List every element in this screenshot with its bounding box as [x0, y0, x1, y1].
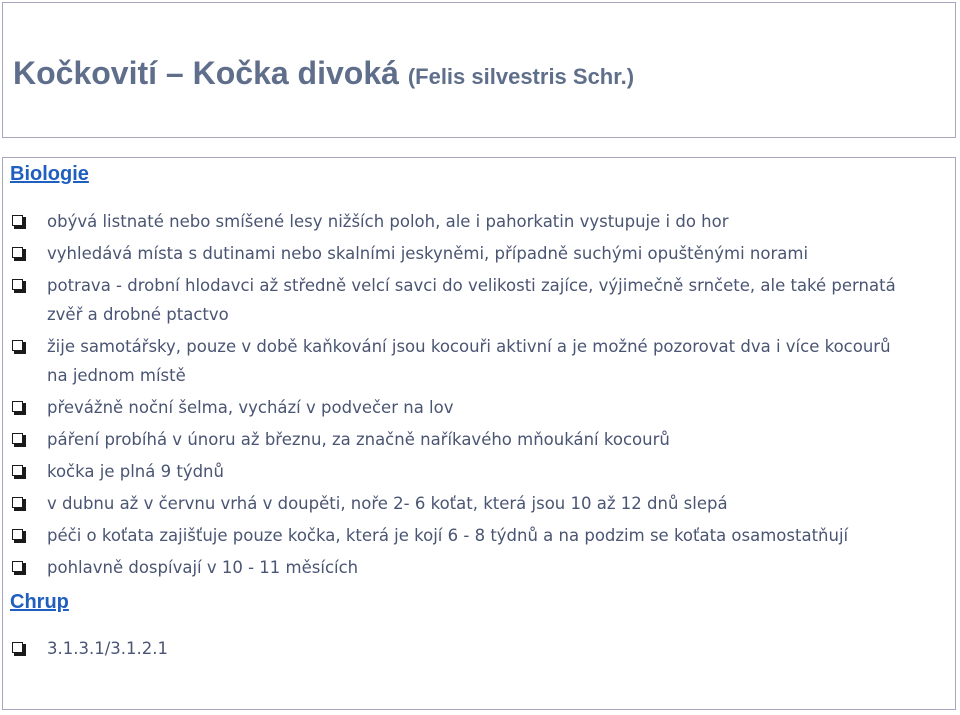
page-title	[13, 55, 634, 92]
title-main: Kočkovití – Kočka divoká	[13, 55, 399, 91]
checkbox-bullet-icon	[12, 497, 23, 508]
list-item-text: pohlavně dospívají v 10 - 11 měsících	[47, 558, 359, 577]
teeth-list	[12, 634, 912, 663]
checkbox-bullet-icon	[12, 279, 23, 290]
checkbox-bullet-icon	[12, 561, 23, 572]
checkbox-bullet-icon	[12, 433, 23, 444]
list-item	[12, 457, 912, 486]
checkbox-bullet-icon	[12, 340, 23, 351]
checkbox-bullet-icon	[12, 465, 23, 476]
list-item-text: páření probíhá v únoru až březnu, za značně naříkavého mňoukání kocourů	[47, 430, 670, 449]
section-heading-biology: Biologie	[10, 163, 89, 185]
list-item-text: péči o koťata zajišťuje pouze kočka, která je kojí 6 - 8 týdnů a na podzim se koťata osamostatňují	[47, 526, 849, 545]
list-item-text: potrava - drobní hlodavci až středně velcí savci do velikosti zajíce, výjimečně srnčete, ale také pernatá zvěř a drobné ptactvo	[47, 276, 896, 324]
list-item-text: v dubnu až v červnu vrhá v doupěti, noře 2- 6 koťat, která jsou 10 až 12 dnů slepá	[47, 494, 728, 513]
list-item	[12, 332, 912, 390]
list-item	[12, 489, 912, 518]
list-item-text: vyhledává místa s dutinami nebo skalními jeskyněmi, případně suchými opuštěnými norami	[47, 244, 809, 263]
section-heading-teeth: Chrup	[10, 591, 69, 613]
list-item	[12, 239, 912, 268]
list-item	[12, 425, 912, 454]
list-item	[12, 553, 912, 582]
list-item	[12, 521, 912, 550]
checkbox-bullet-icon	[12, 215, 23, 226]
list-item	[12, 634, 912, 663]
checkbox-bullet-icon	[12, 401, 23, 412]
title-panel	[2, 2, 956, 138]
checkbox-bullet-icon	[12, 529, 23, 540]
checkbox-bullet-icon	[12, 247, 23, 258]
biology-list	[12, 207, 912, 585]
checkbox-bullet-icon	[12, 642, 23, 653]
title-subtitle: (Felis silvestris Schr.)	[407, 64, 635, 89]
list-item	[12, 393, 912, 422]
list-item-text: převážně noční šelma, vychází v podvečer na lov	[47, 398, 454, 417]
list-item-text: kočka je plná 9 týdnů	[47, 462, 224, 481]
list-item-text: 3.1.3.1/3.1.2.1	[47, 639, 169, 658]
list-item-text: žije samotářsky, pouze v době kaňkování jsou kocouři aktivní a je možné pozorovat dva i více kocourů na jednom místě	[47, 337, 891, 385]
list-item-text: obývá listnaté nebo smíšené lesy nižších poloh, ale i pahorkatin vystupuje i do hor	[47, 212, 729, 231]
list-item	[12, 271, 912, 329]
list-item	[12, 207, 912, 236]
